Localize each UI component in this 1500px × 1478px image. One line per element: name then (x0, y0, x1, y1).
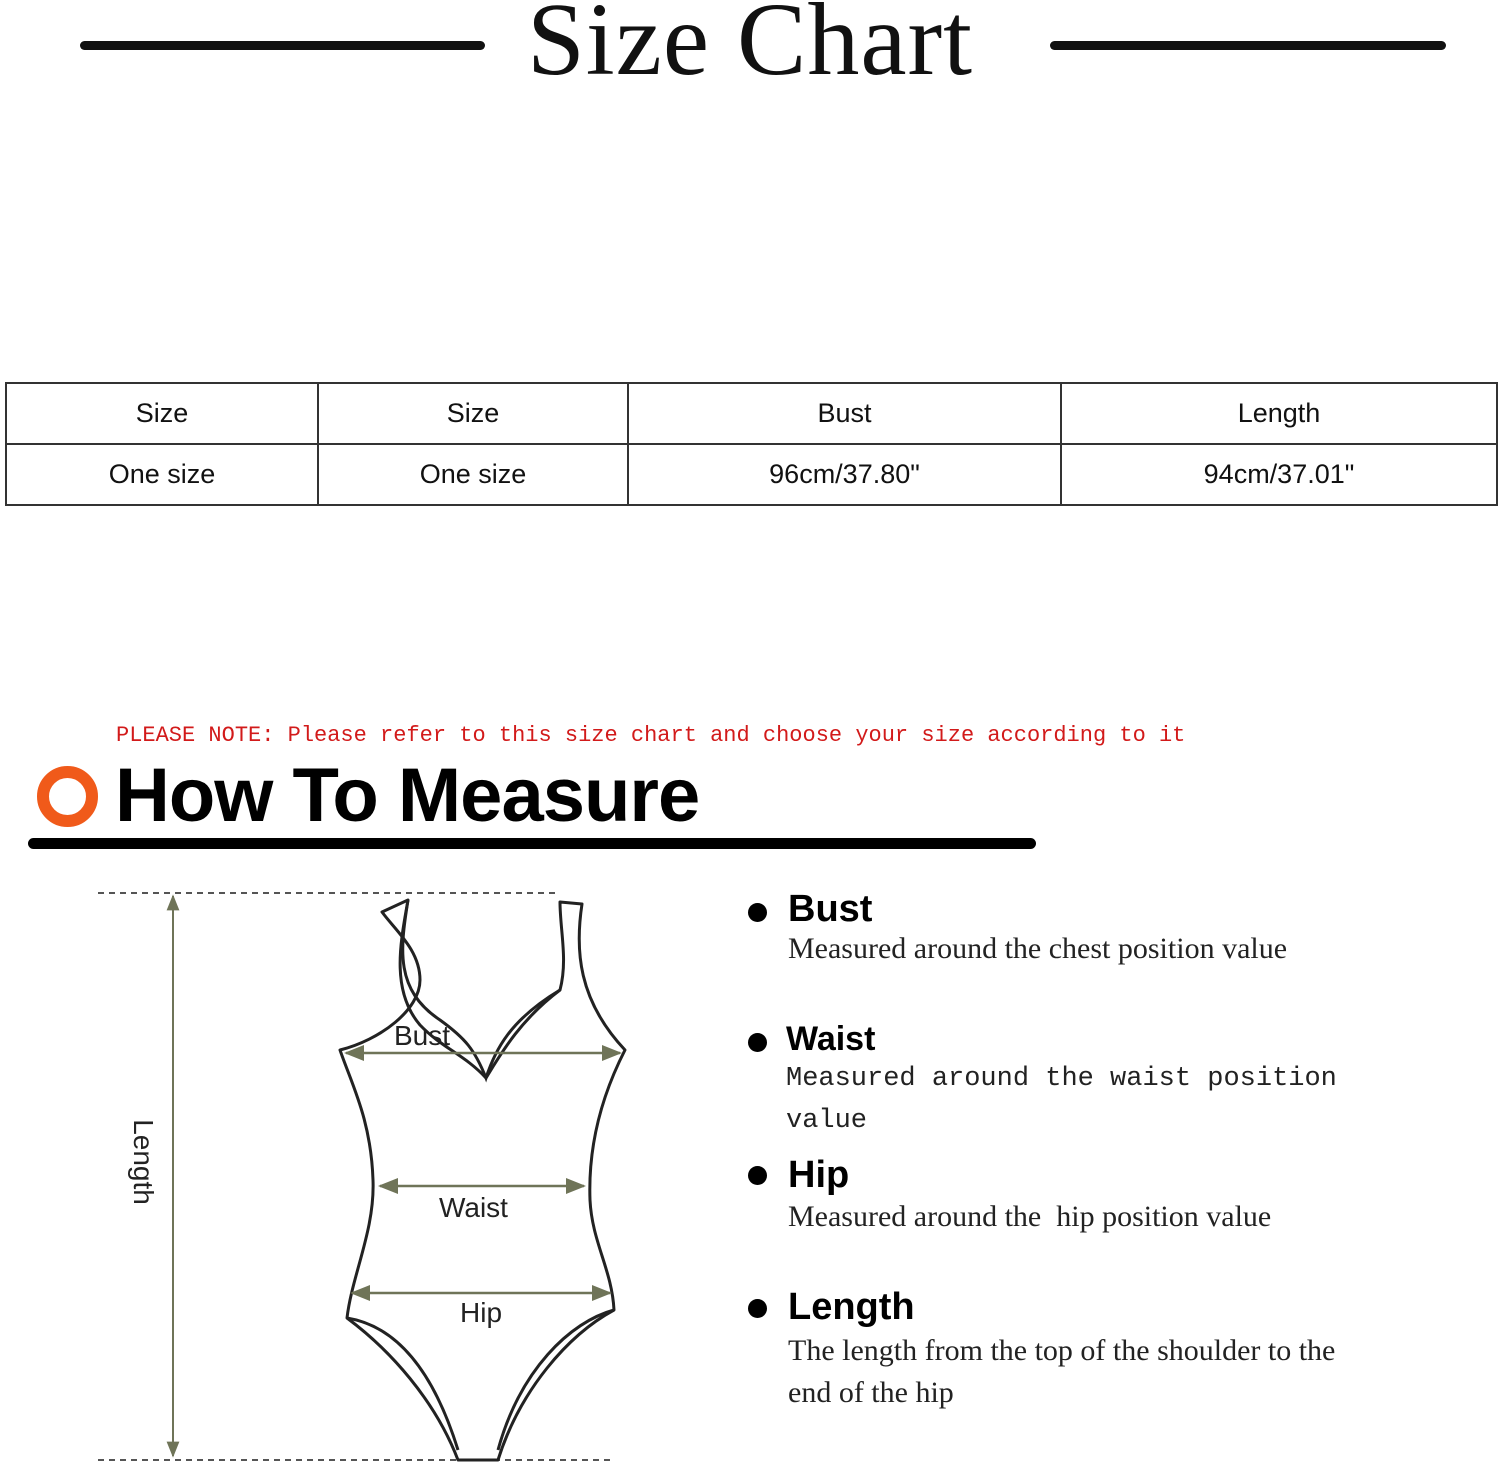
bullet-icon (748, 1033, 767, 1052)
table-header-cell: Size (318, 383, 628, 444)
title-rule-right (1050, 41, 1446, 50)
diagram-label-bust: Bust (394, 1020, 451, 1051)
definition-term: Hip (788, 1154, 850, 1196)
diagram-label-hip: Hip (460, 1297, 503, 1328)
bodysuit-body (340, 900, 625, 1460)
definition-description: Measured around the chest position value (788, 932, 1288, 965)
table-cell: 96cm/37.80" (628, 444, 1061, 505)
page-title: Size Chart (526, 0, 974, 97)
table-cell: One size (318, 444, 628, 505)
how-to-measure-title: How To Measure (115, 753, 700, 838)
definition-description: The length from the top of the shoulder to the end of the hip (788, 1334, 1336, 1409)
table-cell: 94cm/37.01" (1061, 444, 1497, 505)
diagram-label-length: Length (128, 1119, 159, 1205)
diagram-label-waist: Waist (439, 1192, 508, 1223)
definition-term: Waist (786, 1020, 876, 1058)
table-row (6, 444, 1497, 505)
table-header-row (6, 383, 1497, 444)
table-header-cell: Bust (628, 383, 1061, 444)
definition-term: Length (788, 1286, 915, 1328)
definition-term: Bust (788, 888, 873, 930)
size-table (5, 382, 1498, 506)
bullet-icon (748, 1299, 767, 1318)
bodysuit-diagram (90, 880, 650, 1475)
table-header-cell: Size (6, 383, 318, 444)
bullet-icon (748, 903, 767, 922)
definition-description: Measured around the waist position value (786, 1064, 1337, 1136)
bullet-icon (748, 1166, 767, 1185)
orange-ring-icon (37, 766, 98, 827)
size-note: PLEASE NOTE: Please refer to this size chart and choose your size according to it (116, 723, 1186, 748)
how-to-measure-underline (28, 838, 1036, 849)
table-cell: One size (6, 444, 318, 505)
table-header-cell: Length (1061, 383, 1497, 444)
definition-description: Measured around the hip position value (788, 1200, 1272, 1233)
